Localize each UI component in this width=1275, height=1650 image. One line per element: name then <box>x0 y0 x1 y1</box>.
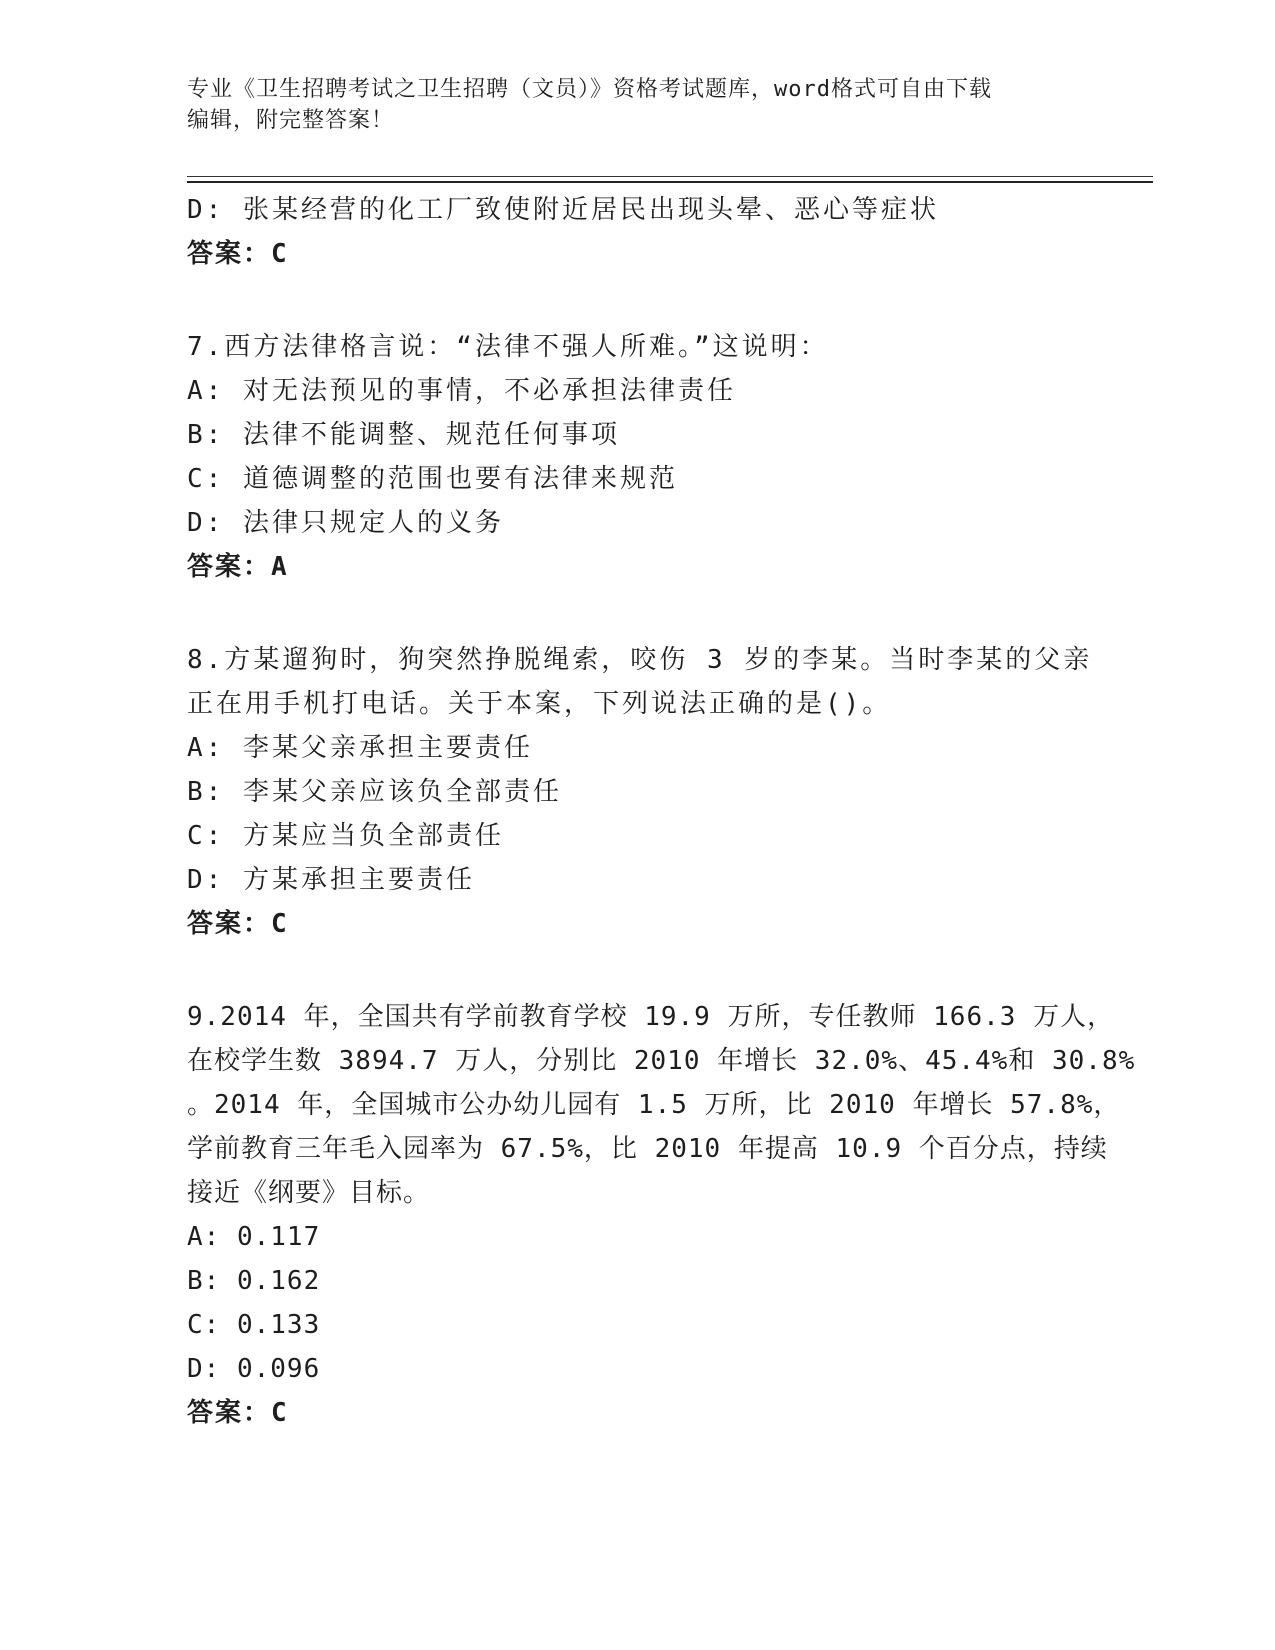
q9-stem-line-2: 在校学生数 3894.7 万人，分别比 2010 年增长 32.0%、45.4%和 30.8% <box>187 1046 1136 1076</box>
q7-option-b: B: 法律不能调整、规范任何事项 <box>187 420 620 450</box>
q9-option-b: B: 0.162 <box>187 1266 321 1296</box>
q7-stem: 7.西方法律格言说：“法律不强人所难。”这说明： <box>187 332 829 362</box>
q8-stem-line-2: 正在用手机打电话。关于本案，下列说法正确的是()。 <box>187 689 892 719</box>
q9-option-a: A: 0.117 <box>187 1222 321 1252</box>
q9-stem-line-3: 。2014 年，全国城市公办幼儿园有 1.5 万所，比 2010 年增长 57.8%， <box>187 1090 1121 1120</box>
q9-option-d: D: 0.096 <box>187 1354 321 1384</box>
q6-option-d: D: 张某经营的化工厂致使附近居民出现头晕、恶心等症状 <box>187 195 939 225</box>
q8-stem-line-1: 8.方某遛狗时，狗突然挣脱绳索，咬伤 3 岁的李某。当时李某的父亲 <box>187 645 1093 675</box>
q8-option-c: C: 方某应当负全部责任 <box>187 821 504 851</box>
header-line-2: 编辑，附完整答案！ <box>187 108 395 133</box>
q9-option-c: C: 0.133 <box>187 1310 321 1340</box>
header-divider-thick <box>187 181 1153 183</box>
q9-stem-line-1: 9.2014 年，全国共有学前教育学校 19.9 万所，专任教师 166.3 万人， <box>187 1002 1115 1032</box>
q9-stem-line-5: 接近《纲要》目标。 <box>187 1178 431 1208</box>
header-divider-thin <box>187 176 1153 177</box>
header-line-1: 专业《卫生招聘考试之卫生招聘（文员）》资格考试题库，word格式可自由下载 <box>187 77 992 102</box>
document-header <box>187 74 1087 136</box>
q7-option-c: C: 道德调整的范围也要有法律来规范 <box>187 464 678 494</box>
q6-answer: 答案：C <box>187 239 289 269</box>
q7-option-d: D: 法律只规定人的义务 <box>187 508 504 538</box>
q8-answer: 答案：C <box>187 909 289 939</box>
q8-option-b: B: 李某父亲应该负全部责任 <box>187 777 562 807</box>
q7-answer: 答案：A <box>187 552 289 582</box>
q8-option-d: D: 方某承担主要责任 <box>187 865 475 895</box>
q9-stem-line-4: 学前教育三年毛入园率为 67.5%，比 2010 年提高 10.9 个百分点，持续 <box>187 1134 1108 1164</box>
q9-answer: 答案：C <box>187 1398 289 1428</box>
q8-option-a: A: 李某父亲承担主要责任 <box>187 733 533 763</box>
q7-option-a: A: 对无法预见的事情，不必承担法律责任 <box>187 376 736 406</box>
